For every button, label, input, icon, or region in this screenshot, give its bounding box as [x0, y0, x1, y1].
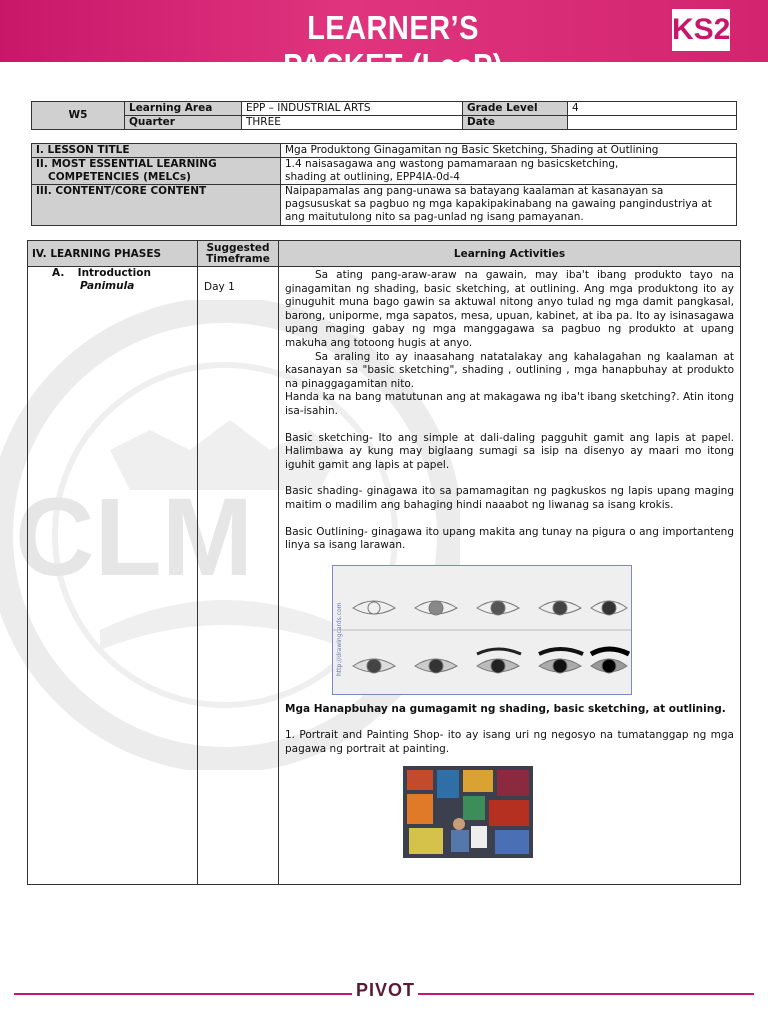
basic-shading-definition: Basic shading- ginagawa ito sa pamamagitan ng pagkuskos ng lapis upang maging maitim o madilim ang bahaging hindi naaabot ng liwanag sa isang krokis. [285, 485, 734, 511]
melc-label-line-2: COMPETENCIES (MELCs) [48, 171, 191, 183]
header-banner [0, 0, 768, 84]
content-value: Naipapamalas ang pang-unawa sa batayang kaalaman at kasanayan sa pagsususkat sa pagbuo ng mga kapakipakinabang na gawaing pangindustriya at ang maitutulong nito sa pag-unlad ng isang pamayanan. [281, 185, 737, 226]
melc-label-line-1: II. MOST ESSENTIAL LEARNING [36, 158, 217, 170]
content-label: III. CONTENT/CORE CONTENT [32, 185, 281, 226]
quarter-label: Quarter [125, 116, 242, 130]
timeframe-day: Day 1 [198, 267, 279, 885]
key-stage-badge: KS2 [672, 9, 730, 51]
lesson-title-value: Mga Produktong Ginagamitan ng Basic Sketching, Shading at Outlining [281, 144, 737, 158]
image-caption: http://drawingcards.com [336, 602, 343, 676]
intro-paragraph-1: Sa ating pang-araw-araw na gawain, may iba't ibang produkto tayo na ginagamitan ng shading, basic sketching, at outlining. Ang mga produktong ito ay ginuguhit muna bago gawin sa aktuwal nitong anyo tulad ng mga damit pangkasal, barong, uniporme, mga sapatos, mesa, upuan, kabinet, at iba pa. Ito ay isinasagawa upang maging gabay ng mga manggagawa sa pagbuo ng produkto at upang makuha ang totoong hugis at anyo. [285, 269, 734, 349]
phase-subtitle: Panimula [80, 280, 135, 292]
watermark-text: CLM [15, 476, 254, 599]
painting-shop-image [403, 766, 533, 858]
learning-area-label: Learning Area [125, 102, 242, 116]
grade-level-label: Grade Level [463, 102, 568, 116]
info-table [31, 101, 737, 130]
phase-letter: A. [52, 267, 65, 279]
phase-header: IV. LEARNING PHASES [28, 241, 198, 267]
activities-header: Learning Activities [279, 241, 741, 267]
phase-name: Introduction [77, 267, 151, 279]
jobs-heading: Mga Hanapbuhay na gumagamit ng shading, basic sketching, at outlining. [285, 702, 726, 715]
job-portrait-painting: 1. Portrait and Painting Shop- ito ay isang uri ng negosyo na tumatanggap ng mga pagawa ng portrait at painting. [285, 729, 734, 755]
date-label: Date [463, 116, 568, 130]
lesson-table [31, 143, 737, 226]
eye-shading-steps-image [332, 565, 632, 695]
grade-level-value: 4 [568, 102, 737, 116]
footer-logo: PIVOT [356, 980, 416, 1000]
melc-value-line-1: 1.4 naisasagawa ang wastong pamamaraan ng basicsketching, [285, 158, 619, 170]
basic-sketching-definition: Basic sketching- Ito ang simple at dali-daling pagguhit gamit ang lapis at papel. Halimbawa ay kung may biglaang sumagi sa isip na disenyo ay maari mo itong iguhit gamit ang lapis at papel. [285, 431, 734, 471]
date-value [568, 116, 737, 130]
quarter-value: THREE [242, 116, 463, 130]
basic-outlining-definition: Basic Outlining- ginagawa ito upang makita ang tunay na pigura o ang importanteng linya sa isang larawan. [285, 525, 734, 552]
intro-paragraph-2: Sa araling ito ay inaasahang natatalakay ang kahalagahan ng kaalaman at kasanayan sa "basic sketching", shading , outlining , mga hanapbuhay at produkto na pinaggagamitan nito. [285, 350, 734, 390]
phase-introduction [52, 267, 193, 280]
timeframe-header: Suggested Timeframe [198, 241, 279, 267]
banner-title: LEARNER’S PACKET (LeaP) [283, 9, 503, 84]
learning-area-value: EPP – INDUSTRIAL ARTS [242, 102, 463, 116]
melc-value-line-2: shading at outlining, EPP4IA-0d-4 [285, 171, 460, 183]
learning-phases-table [27, 240, 741, 885]
week-cell: W5 [32, 102, 125, 130]
footer-line-left [14, 993, 352, 995]
footer-line-right [418, 993, 754, 995]
intro-paragraph-3: Handa ka na bang matutunan ang at makagawa ng iba't ibang sketching?. Atin itong isa-isahin. [285, 391, 734, 417]
lesson-title-label: I. LESSON TITLE [32, 144, 281, 158]
